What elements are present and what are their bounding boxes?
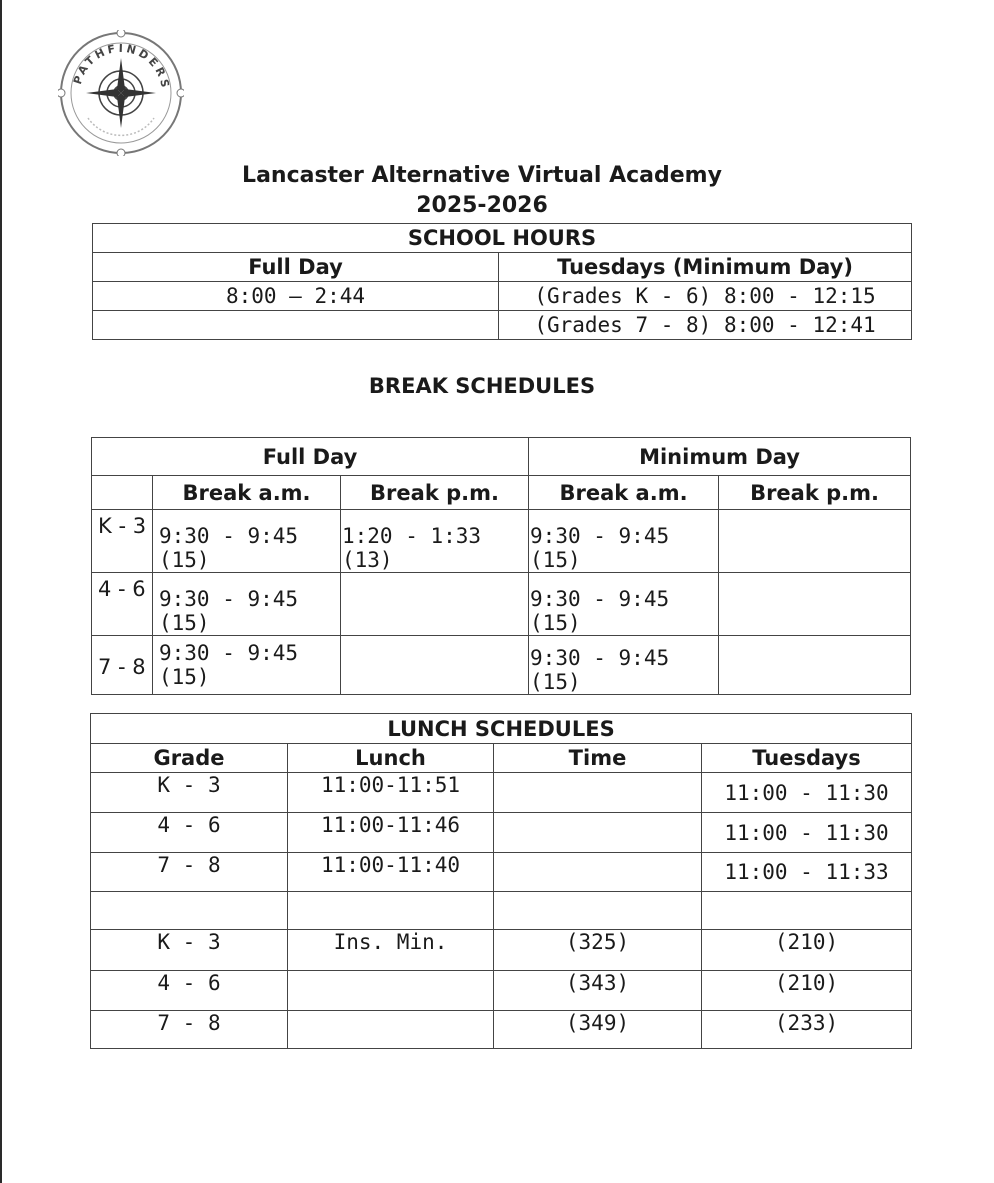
min-break-am-header: Break a.m.	[529, 476, 719, 510]
time-cell	[494, 773, 702, 813]
empty-cell	[288, 892, 494, 930]
tuesday-cell: (210)	[702, 971, 912, 1011]
tuesday-cell: (233)	[702, 1011, 912, 1049]
lunch-schedules-table	[90, 713, 912, 1049]
table-row	[91, 773, 912, 813]
min-am-cell: 9:30 - 9:45 (15)	[529, 636, 719, 695]
time-cell: (343)	[494, 971, 702, 1011]
page-title: Lancaster Alternative Virtual Academy	[242, 163, 722, 188]
tuesday-hours-78: (Grades 7 - 8) 8:00 - 12:41	[499, 311, 912, 340]
empty-cell	[91, 892, 288, 930]
table-row	[92, 573, 911, 636]
empty-cell	[92, 476, 153, 510]
full-am-cell: 9:30 - 9:45 (15)	[153, 636, 341, 695]
school-year: 2025-2026	[416, 193, 548, 218]
time-cell: (349)	[494, 1011, 702, 1049]
min-am-cell: 9:30 - 9:45 (15)	[529, 510, 719, 573]
break-schedules-title: BREAK SCHEDULES	[368, 374, 596, 398]
full-pm-cell	[341, 573, 529, 636]
table-row	[91, 813, 912, 853]
grade-cell: 4 - 6	[92, 573, 153, 636]
break-full-day-header: Full Day	[92, 438, 529, 476]
full-pm-cell: 1:20 - 1:33 (13)	[341, 510, 529, 573]
lunch-grade-cell: 7 - 8	[91, 853, 288, 892]
tuesday-cell: 11:00 - 11:30	[702, 813, 912, 853]
grade-cell: 7 - 8	[92, 636, 153, 695]
full-day-header: Full Day	[93, 253, 499, 282]
break-minimum-day-header: Minimum Day	[529, 438, 911, 476]
lunch-grade-cell: K - 3	[91, 930, 288, 971]
table-row	[92, 636, 911, 695]
lunch-time-cell	[288, 1011, 494, 1049]
lunch-grade-cell: K - 3	[91, 773, 288, 813]
lunch-header: Lunch	[288, 744, 494, 773]
empty-cell	[93, 311, 499, 340]
lunch-time-cell: 11:00-11:46	[288, 813, 494, 853]
lunch-time-cell	[288, 971, 494, 1011]
lunch-grade-cell: 4 - 6	[91, 813, 288, 853]
table-row	[91, 853, 912, 892]
min-break-pm-header: Break p.m.	[719, 476, 911, 510]
min-pm-cell	[719, 573, 911, 636]
grade-cell: K - 3	[92, 510, 153, 573]
time-header: Time	[494, 744, 702, 773]
school-hours-title: SCHOOL HOURS	[93, 224, 912, 253]
tuesdays-header: Tuesdays (Minimum Day)	[499, 253, 912, 282]
lunch-time-cell: Ins. Min.	[288, 930, 494, 971]
tuesday-cell: (210)	[702, 930, 912, 971]
break-schedules-table	[91, 437, 911, 695]
lunch-grade-cell: 4 - 6	[91, 971, 288, 1011]
full-break-am-header: Break a.m.	[153, 476, 341, 510]
school-hours-table	[92, 223, 912, 340]
tuesday-cell: 11:00 - 11:33	[702, 853, 912, 892]
logo-text: PATHFINDERS	[70, 41, 173, 92]
full-am-cell: 9:30 - 9:45 (15)	[153, 573, 341, 636]
full-am-cell: 9:30 - 9:45 (15)	[153, 510, 341, 573]
empty-cell	[702, 892, 912, 930]
min-pm-cell	[719, 510, 911, 573]
table-row	[91, 971, 912, 1011]
min-pm-cell	[719, 636, 911, 695]
table-row	[91, 1011, 912, 1049]
tuesday-cell: 11:00 - 11:30	[702, 773, 912, 813]
lunch-schedules-title: LUNCH SCHEDULES	[91, 714, 912, 744]
lunch-time-cell: 11:00-11:40	[288, 853, 494, 892]
table-row	[92, 510, 911, 573]
time-cell	[494, 853, 702, 892]
time-cell: (325)	[494, 930, 702, 971]
grade-header: Grade	[91, 744, 288, 773]
lunch-grade-cell: 7 - 8	[91, 1011, 288, 1049]
table-row	[91, 930, 912, 971]
tuesdays-header: Tuesdays	[702, 744, 912, 773]
pathfinders-logo	[58, 30, 184, 156]
empty-cell	[494, 892, 702, 930]
min-am-cell: 9:30 - 9:45 (15)	[529, 573, 719, 636]
table-row	[91, 892, 912, 930]
lunch-time-cell: 11:00-11:51	[288, 773, 494, 813]
time-cell	[494, 813, 702, 853]
tuesday-hours-k6: (Grades K - 6) 8:00 - 12:15	[499, 282, 912, 311]
full-pm-cell	[341, 636, 529, 695]
full-day-time: 8:00 – 2:44	[93, 282, 499, 311]
full-break-pm-header: Break p.m.	[341, 476, 529, 510]
